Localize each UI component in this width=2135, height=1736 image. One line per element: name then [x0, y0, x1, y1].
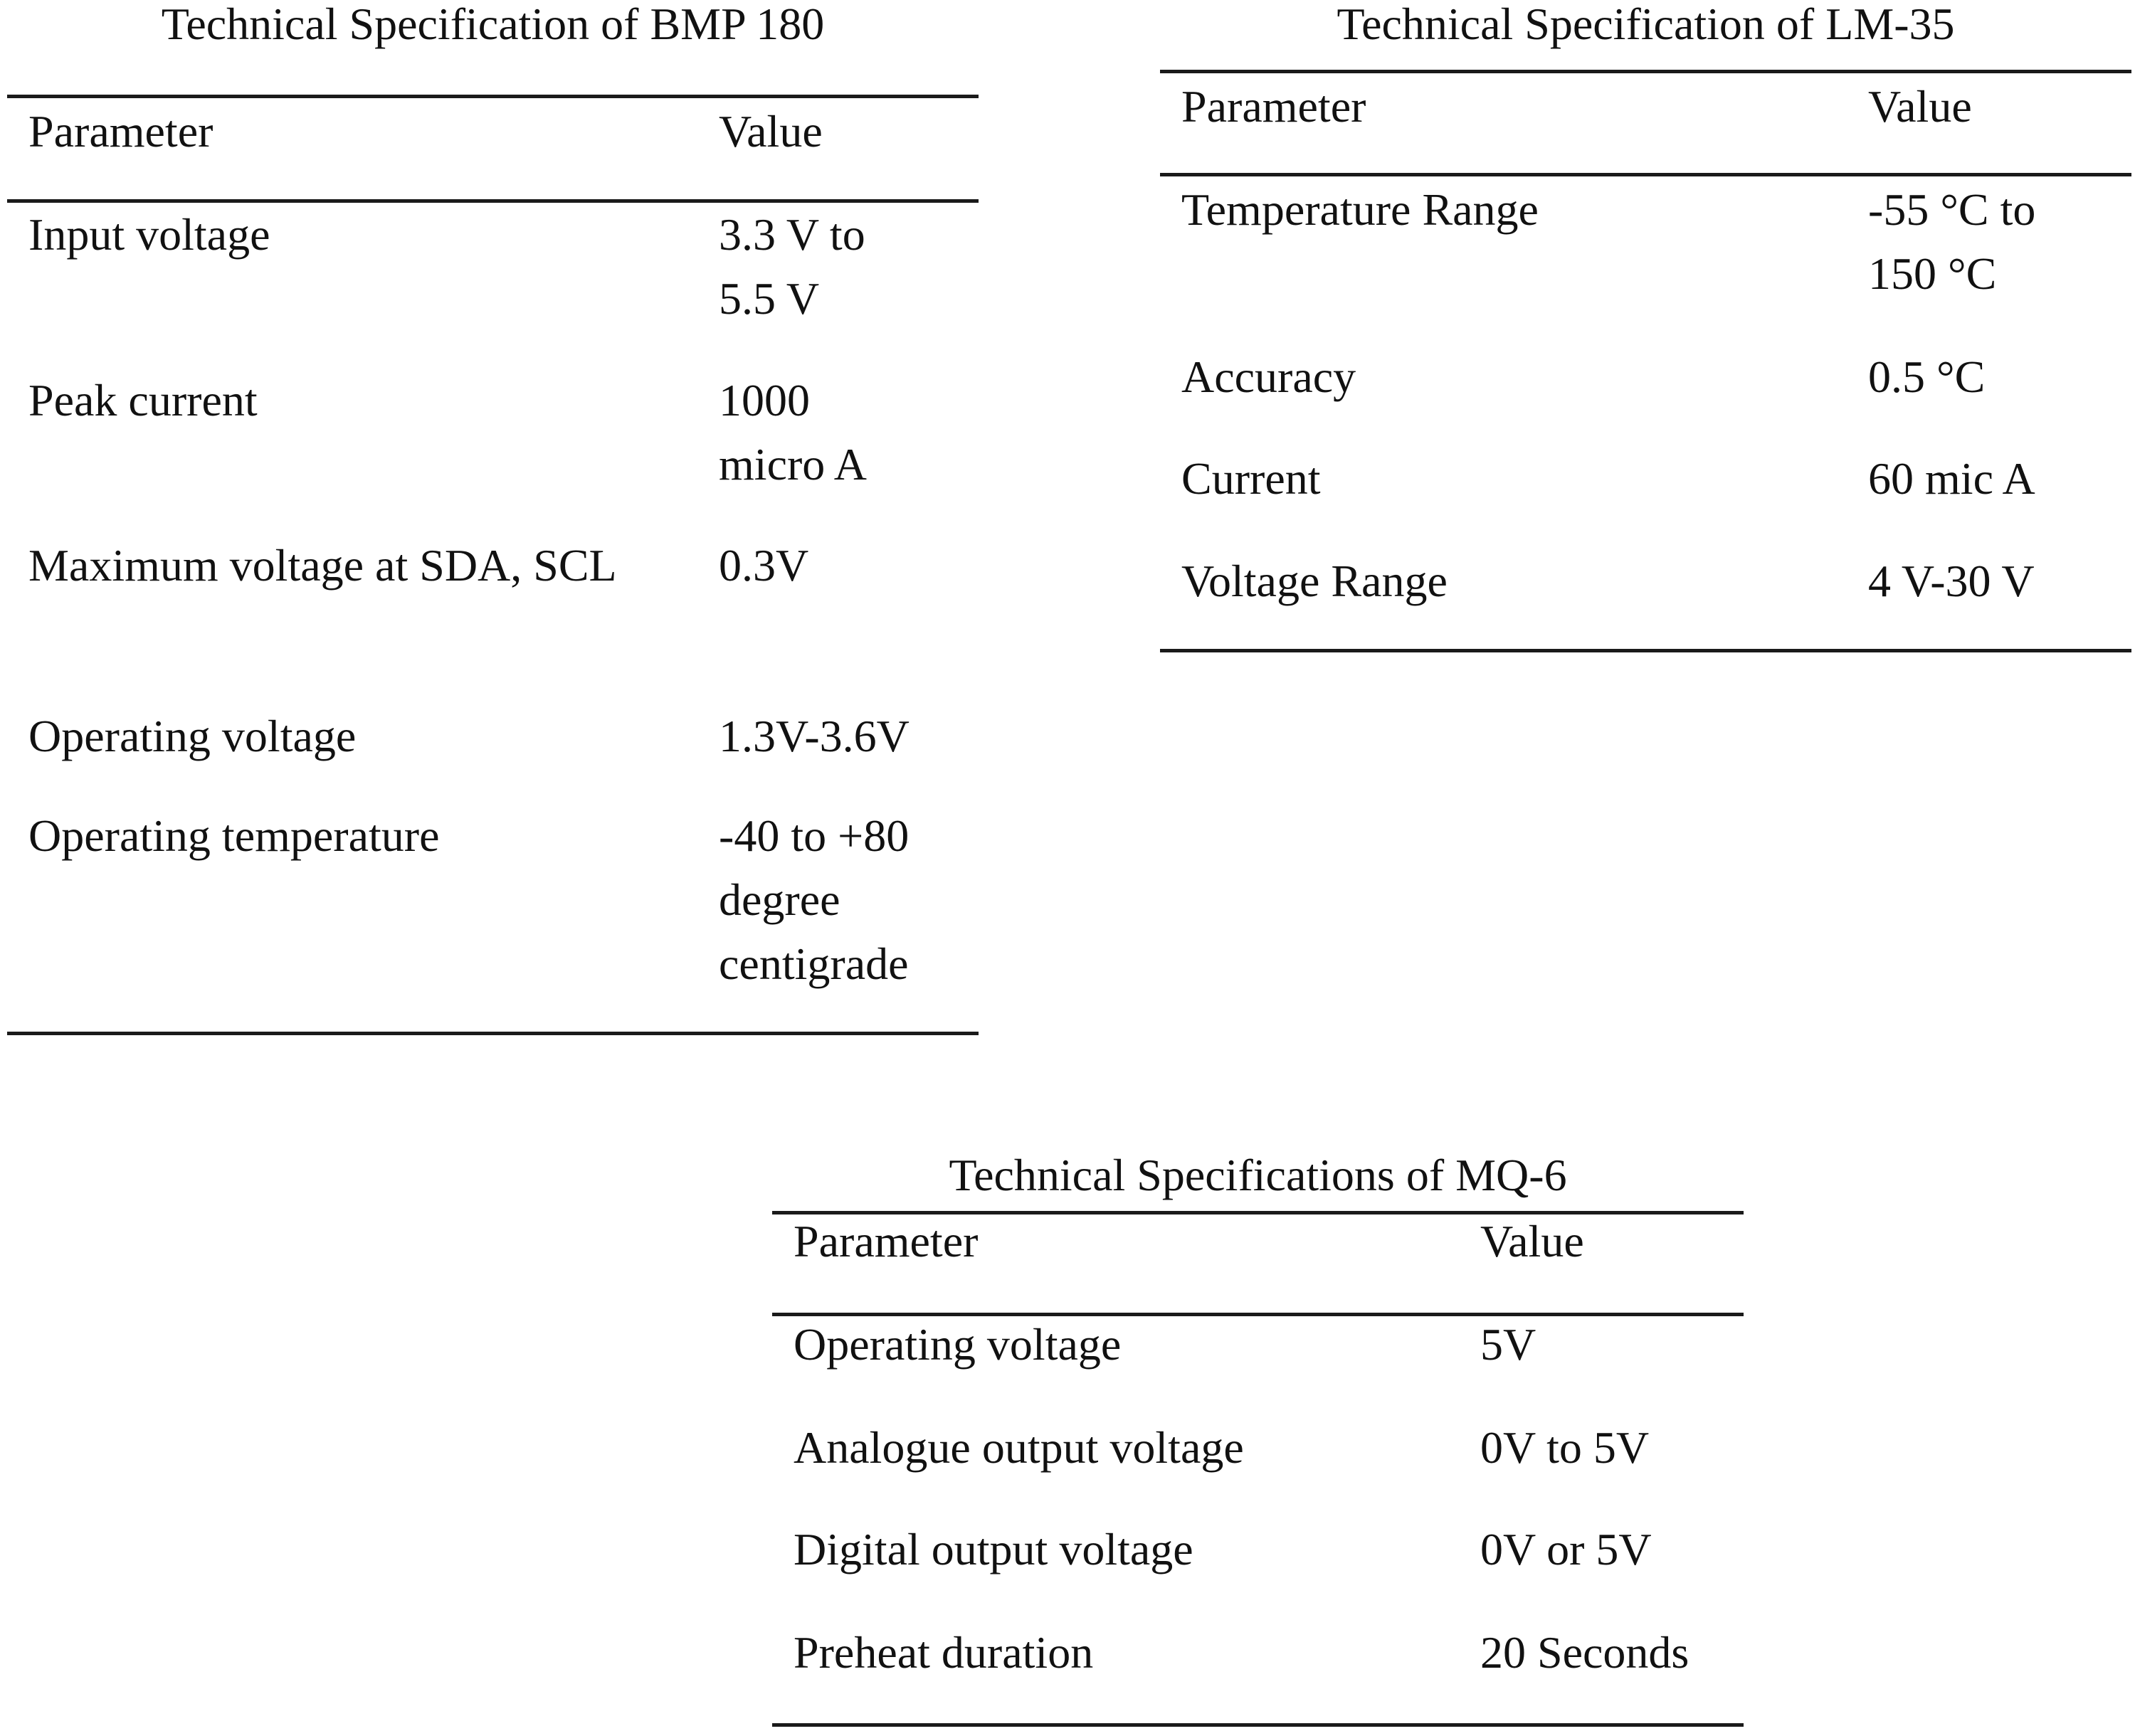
- lm35-bottom-rule: [1160, 649, 2131, 652]
- bmp180-top-rule: [7, 95, 979, 98]
- lm35-row-parameter: Temperature Range: [1181, 184, 1539, 235]
- lm35-row-value: 0.5 °C: [1868, 351, 1986, 402]
- mq6-row-parameter: Digital output voltage: [794, 1524, 1193, 1574]
- lm35-row-parameter: Accuracy: [1181, 351, 1356, 402]
- mq6-bottom-rule: [772, 1723, 1744, 1727]
- lm35-row-parameter: Voltage Range: [1181, 556, 1448, 606]
- lm35-header-value: Value: [1868, 81, 1972, 132]
- mq6-row-parameter: Analogue output voltage: [794, 1422, 1244, 1473]
- bmp180-header-parameter: Parameter: [28, 106, 214, 157]
- lm35-table-title: Technical Specification of LM-35: [1337, 0, 1955, 49]
- lm35-row-parameter: Current: [1181, 453, 1321, 504]
- bmp180-row-parameter: Peak current: [28, 375, 258, 425]
- bmp180-row-parameter: Input voltage: [28, 209, 270, 260]
- lm35-top-rule: [1160, 70, 2131, 73]
- lm35-row-value: -55 °C to 150 °C: [1868, 184, 2036, 299]
- bmp180-row-value: 0.3V: [719, 540, 809, 591]
- mq6-spec-table: [772, 1145, 1744, 1736]
- bmp180-row-value: 3.3 V to 5.5 V: [719, 209, 865, 324]
- lm35-header-parameter: Parameter: [1181, 81, 1366, 132]
- mq6-header-parameter: Parameter: [794, 1216, 979, 1266]
- bmp180-bottom-rule: [7, 1032, 979, 1035]
- mq6-header-value: Value: [1480, 1216, 1584, 1266]
- mq6-row-parameter: Preheat duration: [794, 1627, 1094, 1678]
- bmp180-header-value: Value: [719, 106, 823, 157]
- bmp180-table-title: Technical Specification of BMP 180: [161, 0, 825, 49]
- bmp180-row-value: 1000 micro A: [719, 375, 867, 489]
- lm35-row-value: 60 mic A: [1868, 453, 2035, 504]
- lm35-row-value: 4 V-30 V: [1868, 556, 2035, 606]
- bmp180-row-parameter: Operating temperature: [28, 810, 440, 861]
- mq6-row-value: 0V or 5V: [1480, 1524, 1652, 1574]
- bmp180-row-value: 1.3V-3.6V: [719, 711, 910, 761]
- mq6-row-parameter: Operating voltage: [794, 1319, 1122, 1370]
- lm35-spec-table: [1160, 0, 2131, 662]
- mq6-row-value: 0V to 5V: [1480, 1422, 1650, 1473]
- lm35-header-rule: [1160, 173, 2131, 176]
- mq6-row-value: 20 Seconds: [1480, 1627, 1689, 1678]
- bmp180-spec-table: [7, 0, 979, 1046]
- bmp180-row-value: -40 to +80 degree centigrade: [719, 810, 910, 989]
- bmp180-row-parameter: Maximum voltage at SDA, SCL: [28, 540, 617, 591]
- mq6-table-title: Technical Specifications of MQ-6: [949, 1150, 1567, 1200]
- mq6-row-value: 5V: [1480, 1319, 1536, 1370]
- bmp180-row-parameter: Operating voltage: [28, 711, 357, 761]
